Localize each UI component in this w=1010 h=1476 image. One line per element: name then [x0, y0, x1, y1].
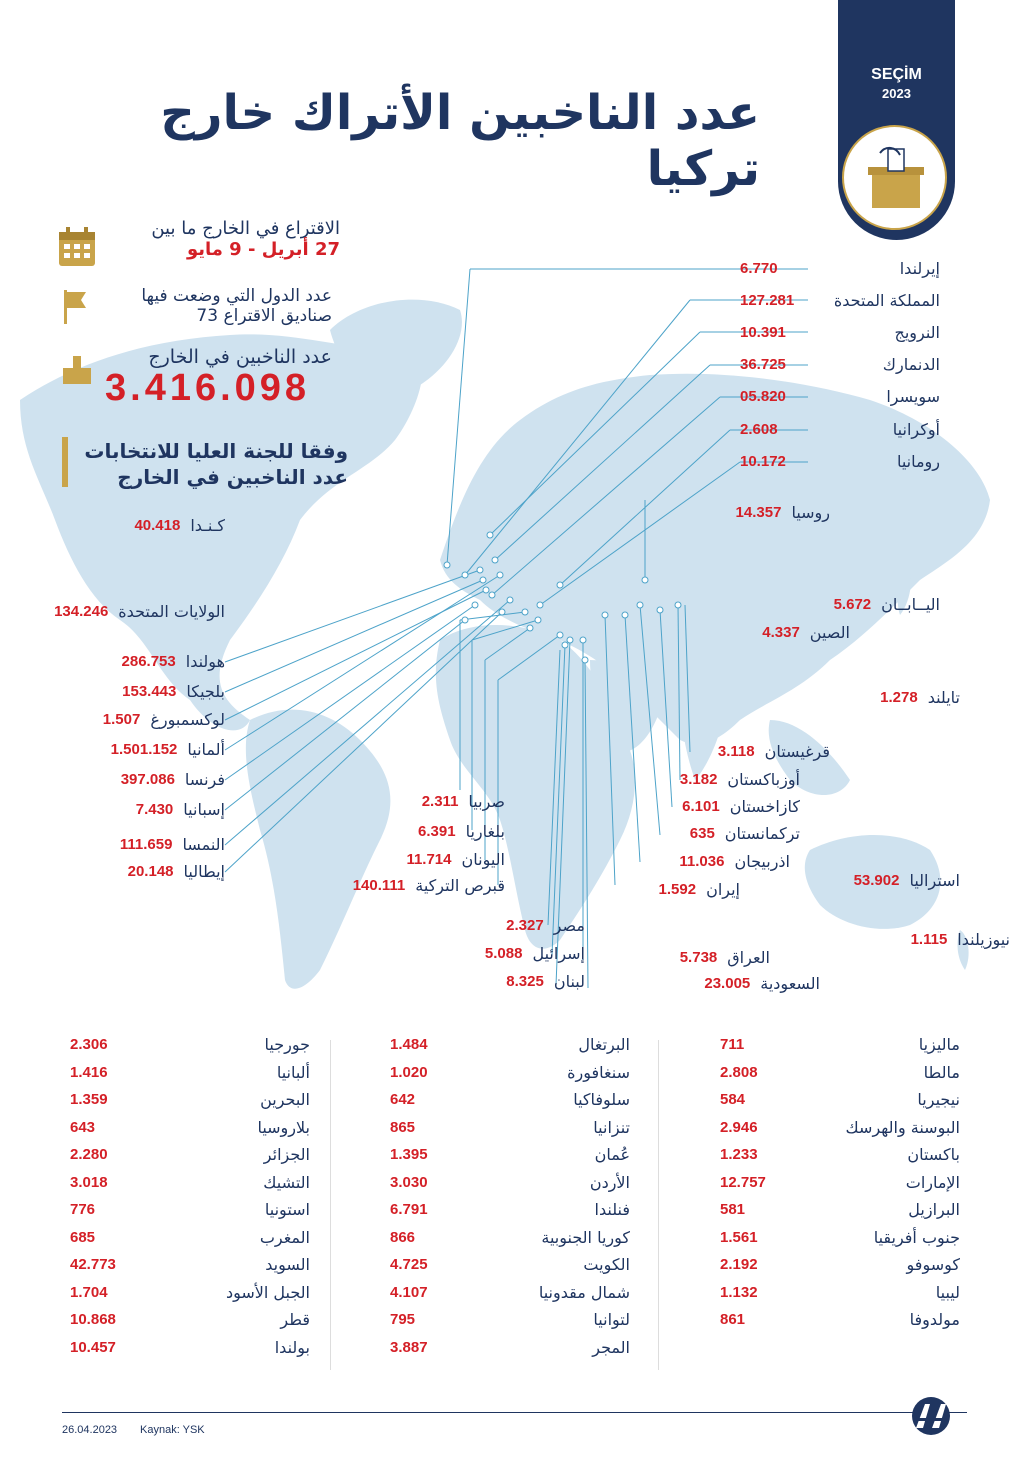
voter-count: 1.416: [70, 1063, 108, 1081]
country-name: جورجيا: [264, 1035, 310, 1054]
country-row: [860, 930, 1010, 949]
voters-label: عدد الناخبين في الخارج: [148, 346, 332, 368]
footer-date: 26.04.2023: [62, 1424, 118, 1436]
country-name: العراق: [727, 948, 770, 967]
page-title: عدد الناخبين الأتراك خارج تركيا: [160, 85, 760, 197]
country-name: بلغاريا: [465, 822, 505, 841]
country-row: [380, 1200, 630, 1219]
voter-count: 2.946: [720, 1118, 758, 1136]
country-name: مصر: [553, 916, 585, 935]
source-note: [78, 438, 348, 490]
voter-count: 4.725: [390, 1256, 428, 1273]
country-name: بولندا: [274, 1337, 310, 1357]
country-name: السعودية: [760, 974, 820, 993]
voter-count: 861: [720, 1311, 746, 1328]
country-name: استراليا: [909, 871, 960, 890]
country-name: قبرص التركية: [415, 876, 505, 895]
country-row: [650, 770, 800, 789]
country-row: [740, 355, 940, 374]
country-row: [380, 1173, 630, 1192]
country-row: [60, 1310, 310, 1329]
country-name: فنلندا: [594, 1200, 630, 1219]
country-name: بلاروسيا: [257, 1117, 310, 1137]
country-name: كـنـدا: [190, 516, 225, 535]
country-name: النرويج: [894, 323, 940, 342]
voter-count: 10.172: [740, 453, 786, 470]
flag-icon: [62, 290, 88, 328]
country-name: أوزباكستان: [727, 770, 800, 789]
country-row: [380, 1118, 630, 1137]
country-name: الجزائر: [263, 1145, 310, 1164]
country-name: إسبانيا: [183, 800, 225, 819]
country-row: [380, 1338, 630, 1357]
country-name: روسيا: [791, 503, 830, 522]
country-row: [45, 710, 225, 729]
footer-source: Kaynak: YSK: [140, 1424, 205, 1436]
voter-count: 8.325: [506, 973, 544, 990]
ballot-icon: [60, 352, 94, 390]
country-row: [60, 1090, 310, 1109]
country-row: [45, 862, 225, 881]
voter-count: 5.672: [833, 596, 872, 613]
country-name: كوسوفو: [906, 1255, 960, 1274]
country-name: إيران: [706, 880, 740, 899]
country-row: [700, 1090, 960, 1109]
country-name: مالطا: [923, 1062, 960, 1082]
voter-count: 6.391: [418, 823, 456, 840]
voter-count: 1.233: [720, 1146, 758, 1163]
countries-count: [100, 286, 332, 326]
country-row: [700, 1173, 960, 1192]
country-row: [740, 323, 940, 342]
country-row: [740, 259, 940, 278]
voters-count-label-box: [100, 346, 332, 368]
country-name: البرازيل: [908, 1200, 960, 1219]
voter-count: 643: [70, 1118, 96, 1136]
voter-count: 1.359: [70, 1091, 108, 1108]
voter-count: 6.101: [682, 798, 720, 815]
country-name: اذربيجان: [734, 852, 790, 871]
country-name: لبنان: [553, 972, 585, 991]
source-note-line1: وفقا للجنة العليا للانتخابات: [84, 439, 348, 463]
voter-count: 5.088: [484, 945, 523, 962]
country-row: [790, 595, 940, 614]
country-name: الجبل الأسود: [225, 1282, 310, 1302]
country-name: ليبيا: [935, 1282, 960, 1302]
voter-count: 1.592: [658, 881, 697, 898]
country-name: البحرين: [260, 1090, 310, 1109]
country-row: [380, 1090, 630, 1109]
country-row: [380, 1255, 630, 1274]
voter-count: 111.659: [119, 836, 173, 853]
country-row: [700, 1200, 960, 1219]
country-name: هولندا: [185, 652, 225, 671]
voter-count: 134.246: [54, 603, 109, 620]
country-name: فرنسا: [184, 770, 225, 789]
voter-count: 1.501.152: [110, 741, 178, 758]
country-row: [700, 1145, 960, 1164]
country-name: الأردن: [589, 1172, 630, 1192]
country-row: [330, 876, 505, 895]
country-row: [45, 602, 225, 621]
voter-count: 4.337: [762, 624, 800, 641]
country-row: [380, 1228, 630, 1247]
voter-count: 2.327: [506, 917, 544, 934]
voter-count: 1.132: [720, 1283, 758, 1301]
country-name: نيوزيلندا: [957, 930, 1010, 949]
country-name: سلوفاكيا: [573, 1090, 630, 1109]
country-name: الكويت: [583, 1255, 630, 1274]
country-name: إيطاليا: [183, 862, 225, 881]
voter-count: 2.192: [720, 1256, 758, 1273]
voter-count: 153.443: [122, 683, 177, 700]
country-row: [380, 1283, 630, 1302]
country-row: [380, 1063, 630, 1082]
badge-year: 2023: [882, 86, 911, 101]
country-name: صربيا: [468, 792, 505, 811]
country-row: [45, 835, 225, 854]
country-row: [700, 1310, 960, 1329]
country-name: تنزانيا: [593, 1117, 630, 1137]
countries-value: صناديق الاقتراع 73: [196, 306, 332, 326]
country-name: عُمان: [594, 1145, 630, 1164]
voter-count: 42.773: [70, 1256, 116, 1273]
voter-count: 10.391: [740, 324, 786, 341]
country-name: اليونان: [461, 850, 505, 869]
country-name: إيرلندا: [899, 259, 940, 278]
country-row: [60, 1035, 310, 1054]
country-name: البرتغال: [578, 1035, 630, 1054]
country-name: الإمارات: [905, 1172, 960, 1192]
voter-count: 776: [70, 1201, 96, 1218]
country-name: الدنمارك: [882, 355, 940, 374]
voter-count: 2.311: [421, 793, 459, 810]
country-row: [670, 974, 820, 993]
voter-count: 1.561: [720, 1228, 758, 1246]
voter-count: 2.808: [720, 1063, 758, 1081]
badge-label: SEÇİM: [871, 66, 922, 83]
country-name: ألبانيا: [276, 1062, 310, 1082]
country-row: [330, 822, 505, 841]
voter-count: 3.887: [390, 1338, 428, 1356]
country-row: [45, 800, 225, 819]
country-name: سويسرا: [886, 387, 940, 406]
voter-count: 11.036: [679, 853, 725, 870]
country-row: [380, 1145, 630, 1164]
voter-count: 397.086: [120, 771, 175, 788]
voter-count: 2.608: [740, 421, 778, 438]
country-row: [330, 850, 505, 869]
country-name: أوكرانيا: [892, 420, 940, 439]
country-name: الولايات المتحدة: [118, 602, 225, 621]
country-name: الصين: [809, 623, 850, 642]
voter-count: 1.395: [390, 1146, 428, 1163]
election-badge: [838, 0, 955, 240]
country-name: باكستان: [907, 1145, 960, 1164]
column-divider: [330, 1040, 331, 1370]
country-name: ألمانيا: [187, 740, 225, 759]
country-row: [740, 420, 940, 439]
country-name: تركمانستان: [724, 824, 800, 843]
voter-count: 11.714: [406, 851, 452, 868]
country-name: مولدوفا: [909, 1310, 960, 1329]
country-name: إسرائيل: [532, 944, 585, 963]
country-row: [680, 503, 830, 522]
voter-count: 635: [689, 825, 715, 842]
source-note-bar: [62, 437, 68, 487]
country-row: [60, 1338, 310, 1357]
voter-count: 53.902: [853, 872, 900, 889]
country-row: [380, 1035, 630, 1054]
country-name: لوكسمبورغ: [150, 710, 225, 729]
country-row: [410, 944, 585, 963]
country-row: [640, 852, 790, 871]
calendar-icon: [57, 226, 97, 272]
voter-count: 5.738: [679, 949, 718, 966]
countries-label: عدد الدول التي وضعت فيها: [141, 286, 332, 306]
country-row: [60, 1173, 310, 1192]
ballot-box-icon: [842, 125, 947, 230]
voter-count: 795: [390, 1311, 416, 1328]
voter-count: 1.020: [390, 1063, 428, 1081]
aa-logo-icon: [906, 1396, 956, 1436]
voter-count: 642: [390, 1091, 416, 1108]
country-row: [700, 623, 850, 642]
country-row: [680, 742, 830, 761]
country-row: [60, 1255, 310, 1274]
voter-count: 1.115: [910, 931, 948, 948]
voter-count: 3.018: [70, 1173, 108, 1191]
country-row: [650, 824, 800, 843]
country-row: [700, 1228, 960, 1247]
country-row: [700, 1255, 960, 1274]
voting-dates-value: 27 أبريل - 9 مايو: [186, 239, 340, 260]
country-name: المغرب: [259, 1227, 310, 1247]
voter-count: 20.148: [127, 863, 174, 880]
country-name: المجر: [592, 1337, 630, 1357]
voter-count: 140.111: [352, 877, 406, 894]
voter-count: 711: [720, 1036, 745, 1053]
country-name: لتوانيا: [593, 1310, 630, 1329]
voter-count: 36.725: [740, 356, 786, 373]
country-name: سنغافورة: [567, 1062, 630, 1082]
voter-count: 866: [390, 1228, 416, 1246]
voter-count: 2.306: [70, 1036, 108, 1053]
country-row: [810, 871, 960, 890]
country-name: نيجيريا: [917, 1090, 960, 1109]
country-row: [620, 948, 770, 967]
voter-count: 865: [390, 1118, 416, 1136]
country-name: جنوب أفريقيا: [873, 1227, 960, 1247]
country-row: [380, 1310, 630, 1329]
voter-count: 10.868: [70, 1311, 116, 1328]
voter-count: 4.107: [390, 1283, 428, 1301]
voter-count: 14.357: [735, 504, 782, 521]
country-row: [700, 1063, 960, 1082]
voter-count: 2.280: [70, 1146, 108, 1163]
country-row: [740, 291, 940, 310]
country-name: السويد: [265, 1255, 310, 1274]
country-name: بلجيكا: [186, 682, 225, 701]
country-name: رومانيا: [896, 452, 940, 471]
voter-count: 12.757: [720, 1173, 766, 1191]
country-name: المملكة المتحدة: [833, 291, 940, 310]
country-name: كازاخستان: [729, 797, 800, 816]
country-name: قرغيستان: [764, 742, 830, 761]
country-row: [60, 1283, 310, 1302]
source-note-line2: عدد الناخبين في الخارج: [117, 465, 348, 489]
country-name: اليــابــان: [881, 595, 940, 614]
country-name: كوريا الجنوبية: [541, 1227, 630, 1247]
voter-count: 40.418: [134, 517, 181, 534]
voter-count: 3.182: [679, 771, 718, 788]
country-row: [60, 1118, 310, 1137]
country-row: [45, 652, 225, 671]
voter-count: 1.507: [102, 711, 141, 728]
footer-divider: [62, 1412, 967, 1413]
country-row: [45, 516, 225, 535]
country-name: قطر: [280, 1310, 310, 1329]
country-row: [45, 740, 225, 759]
country-name: البوسنة والهرسك: [845, 1117, 960, 1137]
country-name: شمال مقدونيا: [538, 1282, 630, 1302]
country-row: [45, 770, 225, 789]
country-row: [740, 452, 940, 471]
voter-count: 23.005: [704, 975, 751, 992]
voter-count: 3.030: [390, 1173, 428, 1191]
country-row: [740, 387, 940, 406]
voter-count: 1.278: [880, 689, 918, 706]
country-name: ماليزيا: [918, 1035, 960, 1054]
country-name: تايلند: [927, 688, 960, 707]
voter-count: 127.281: [740, 292, 795, 309]
voter-count: 05.820: [740, 388, 786, 405]
column-divider: [658, 1040, 659, 1370]
voting-dates-label: الاقتراع في الخارج ما بين: [151, 218, 340, 239]
country-row: [45, 682, 225, 701]
country-row: [700, 1118, 960, 1137]
country-name: النمسا: [182, 835, 225, 854]
country-row: [590, 880, 740, 899]
voter-count: 685: [70, 1228, 96, 1246]
voter-count: 7.430: [135, 801, 174, 818]
country-row: [410, 916, 585, 935]
country-row: [60, 1145, 310, 1164]
country-row: [700, 1283, 960, 1302]
country-row: [700, 1035, 960, 1054]
country-row: [410, 972, 585, 991]
total-voters: 3.416.098: [105, 367, 311, 409]
country-row: [330, 792, 505, 811]
country-name: التشيك: [263, 1172, 310, 1192]
voter-count: 286.753: [121, 653, 176, 670]
voter-count: 3.118: [717, 743, 755, 760]
country-row: [60, 1228, 310, 1247]
voter-count: 1.704: [70, 1283, 108, 1301]
country-name: استونيا: [264, 1200, 310, 1219]
voter-count: 1.484: [390, 1036, 428, 1053]
voter-count: 584: [720, 1091, 746, 1108]
country-row: [650, 797, 800, 816]
voter-count: 6.770: [740, 260, 778, 277]
voter-count: 10.457: [70, 1338, 116, 1356]
country-row: [60, 1063, 310, 1082]
voter-count: 581: [720, 1201, 746, 1218]
country-row: [60, 1200, 310, 1219]
country-row: [810, 688, 960, 707]
voter-count: 6.791: [390, 1201, 428, 1218]
voting-dates: [100, 218, 340, 260]
